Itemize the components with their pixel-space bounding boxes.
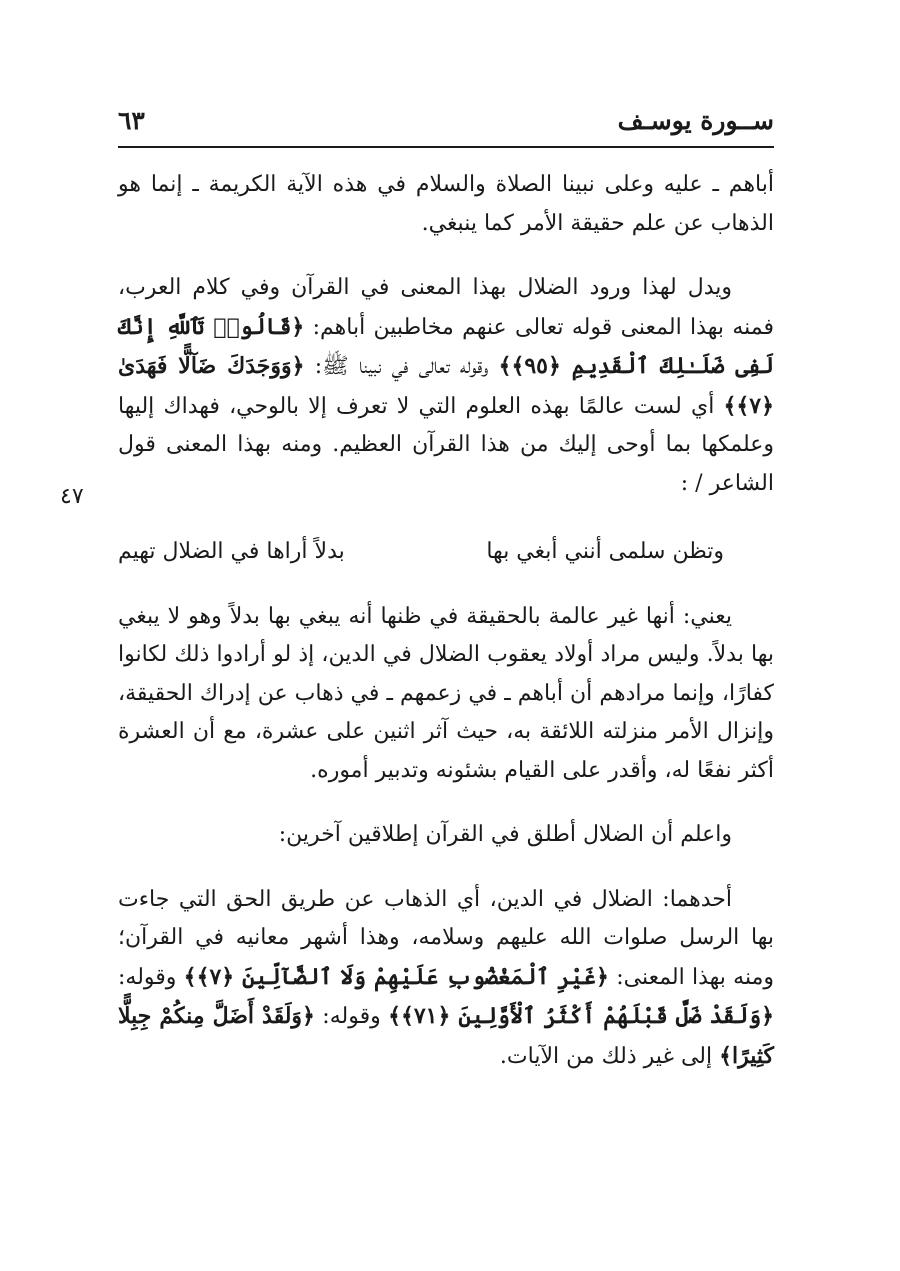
surah-title: ســورة يوسـف bbox=[617, 106, 774, 135]
paragraph-5-text-4: إلى غير ذلك من الآيات. bbox=[499, 1043, 720, 1069]
quran-quote-yusuf-95: ﴿قَالُوا۟ تَٱللَّهِ إِنَّكَ لَفِى ضَلَـٰلِكَ ٱلْقَدِيمِ ﴿٩٥﴾﴾ bbox=[118, 313, 774, 379]
quran-quote-fatiha-7: ﴿غَيْرِ ٱلْمَغْضُوبِ عَلَيْهِمْ وَلَا ٱلضَّآلِّينَ ﴿٧﴾﴾ bbox=[183, 963, 609, 990]
quran-quote-saffat-71: ﴿وَلَقَدْ ضَلَّ قَبْلَهُمْ أَكْثَرُ ٱلْأَوَّلِينَ ﴿٧١﴾﴾ bbox=[388, 1003, 775, 1029]
main-text bbox=[118, 166, 774, 1076]
paragraph-2-text-2: وقوله تعالى في نبينا ﷺ: bbox=[304, 354, 499, 379]
quran-quote-yasin-62: ﴿وَلَقَدْ أَضَلَّ مِنكُمْ جِبِلًّا كَثِيرًا﴾ bbox=[118, 1003, 774, 1069]
page-number: ٦٣ bbox=[118, 106, 145, 135]
paragraph-2-text-1: ويدل لهذا ورود الضلال بهذا المعنى في القرآن وفي كلام العرب، فمنه بهذا المعنى قوله تعالى عنهم مخاطبين أباهم: bbox=[118, 275, 774, 340]
paragraph-5-text-1: أحدهما: الضلال في الدين، أي الذهاب عن طريق الحق التي جاءت بها الرسل صلوات الله عليهم وسلامه، وهذا أشهر معانيه في القرآن؛ ومنه بهذا المعنى: bbox=[118, 886, 774, 990]
margin-page-reference: ٤٧ bbox=[60, 484, 84, 509]
poetry-verse bbox=[118, 533, 724, 572]
paragraph-3: يعني: أنها غير عالمة بالحقيقة في ظنها أنه يبغي بها بدلاً وهو لا يبغي بها بدلاً. وليس مراد أولاد يعقوب الضلال في الدين، إذ لو أرادوا ذلك لكانوا كفارًا، وإنما مرادهم أن أباهم ـ في زعمهم ـ في ذهاب عن إدراك الحقيقة، وإنزال الأمر منزلته اللائقة به، حيث آثر اثنين على عشرة، مع أن العشرة أكثر نفعًا له، وأقدر على القيام بشئونه وتدبير أموره. bbox=[118, 603, 774, 783]
paragraph-1: أباهم ـ عليه وعلى نبينا الصلاة والسلام في هذه الآية الكريمة ـ إنما هو الذهاب عن علم حقيقة الأمر كما ينبغي. bbox=[118, 172, 774, 236]
quran-quote-duha-7: ﴿وَوَجَدَكَ ضَآلًّا فَهَدَىٰ ﴿٧﴾﴾ bbox=[118, 353, 774, 419]
paragraph-2-text-3: أي لست عالمًا بهذه العلوم التي لا تعرف إلا بالوحي، فهداك إليها وعلمكها بما أوحى إليك من هذا القرآن العظيم. ومنه بهذا المعنى قول الشاعر / : bbox=[118, 393, 774, 496]
verse-first-hemistich: وتظن سلمى أنني أبغي بها bbox=[486, 539, 724, 564]
paragraph-2 bbox=[118, 269, 774, 503]
page-header bbox=[118, 102, 774, 148]
paragraph-5 bbox=[118, 881, 774, 1077]
verse-second-hemistich: بدلاً أراها في الضلال تهيم bbox=[118, 539, 345, 564]
paragraph-5-text-2: وقوله: bbox=[118, 964, 184, 990]
paragraph-5-text-3: وقوله: bbox=[314, 1004, 389, 1029]
paragraph-4: واعلم أن الضلال أطلق في القرآن إطلاقين آخرين: bbox=[278, 822, 732, 847]
